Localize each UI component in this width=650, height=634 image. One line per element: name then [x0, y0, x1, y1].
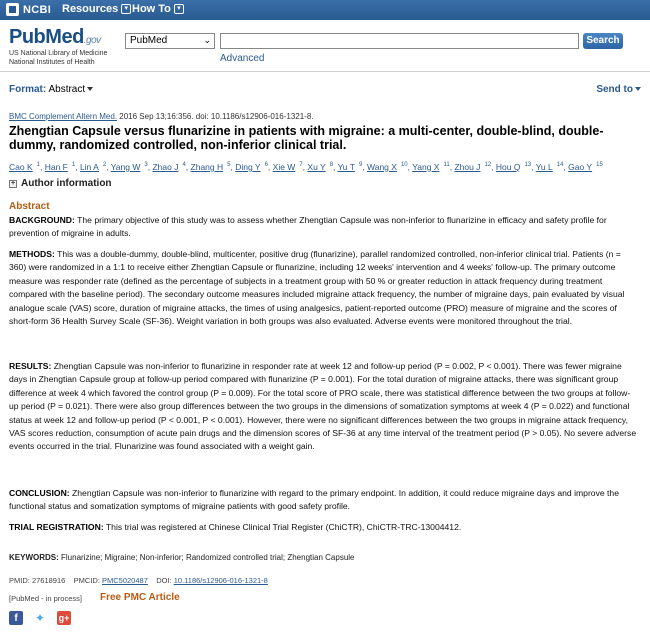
author-affiliation-number: 12 — [484, 162, 492, 168]
chevron-down-icon: ▾ — [174, 4, 184, 14]
author-entry: Zhao J $^4$, — [152, 161, 191, 172]
pubmed-logo[interactable] — [9, 26, 107, 67]
author-link[interactable]: Zhao J — [152, 161, 179, 172]
pmid-label: PMID: — [9, 576, 30, 585]
author-entry: Xu Y $^8$, — [307, 161, 338, 172]
ncbi-top-bar — [0, 0, 650, 20]
conclusion-label: CONCLUSION: — [9, 488, 70, 498]
expand-plus-icon: + — [10, 179, 16, 187]
author-entry: Wang X $^{10}$, — [367, 161, 413, 172]
advanced-search-link[interactable]: Advanced — [220, 53, 265, 64]
author-link[interactable]: Wang X — [367, 161, 397, 172]
author-entry: Hou Q $^{13}$, — [495, 161, 536, 172]
results-text: Zhengtian Capsule was non-inferior to flunarizine in responder rate at week 12 and follow-up period (P = 0.002, P < 0.001). There was fewer migraine days in Zhengtian Capsule group at follow-up period compared with flunarizine (P = 0.001). For the total duration of migraine attacks, there was significant group difference at week 4 which favored the control group (P = 0.009). For the total score of PRO scale, there was statistical difference between the two groups at follow-up period (P = 0.021). There were also group differences between the two groups in the dimensions of somatization symptoms at week 4 (P = 0.022) and functional status at week 12 and follow-up period (P < 0.001, P < 0.001). However, there were no significant differences between the two groups in migraine attack frequency, VAS scores reduction, consumption of acute pain drugs and the dimension scores of SF-36 at any time interval of the treatment period (P > 0.05). No severe adverse events occurred in the trial. Flunarizine was found associated with a weight gain. — [9, 361, 637, 452]
abstract-background — [9, 214, 639, 241]
abstract-heading: Abstract — [9, 201, 50, 212]
howto-menu[interactable] — [132, 3, 184, 15]
database-selected-value: PubMed — [130, 35, 168, 46]
author-entry — [568, 162, 603, 172]
author-information-label: Author information — [21, 178, 112, 189]
author-link[interactable]: Gao Y — [568, 161, 593, 172]
ncbi-logo-icon — [6, 3, 19, 16]
author-entry: Zhou J $^{12}$, — [454, 161, 496, 172]
citation-line — [9, 112, 314, 121]
author-entry: Yang W $^3$, — [110, 161, 153, 172]
methods-text: This was a double-dummy, double-blind, multicenter, positive drug (flunarizine), parallel randomized controlled, non-inferior clinical trial. Patients (n = 360) were randomized in a 1:1 to receive either Zhengtian Capsule or flunarizine, including 12 weeks' intervention and 4 weeks' follow-up. The primary outcome measure was responder rate (defined as the percentage of subjects in a treatment group with 50 % or greater reduction in attack frequency during treatment compared with the baseline period). The secondary outcome measures included migraine attack frequency, the number of migraine days, pain evaluated by visual analogue scale (VAS) score, duration of migraine attacks, the times of using analgesics, patient-reported outcome (PRO) measure of migraine and the scores of short-form 36 Health Survey Scale (SF-36). Weight variation in both groups was also evaluated. Adverse events were monitored throughout the trial. — [9, 249, 625, 327]
author-affiliation-number: 11 — [443, 162, 450, 168]
logo-gov: .gov — [83, 35, 101, 46]
citation-details: 2016 Sep 13;16:356. doi: 10.1186/s12906-016-1321-8. — [117, 112, 314, 121]
ncbi-logo[interactable] — [6, 3, 51, 16]
resources-menu[interactable] — [62, 3, 131, 15]
author-entry: Zhang H $^5$, — [190, 161, 236, 172]
journal-link[interactable]: BMC Complement Altern Med. — [9, 112, 118, 121]
nlm-line-1: US National Library of Medicine — [9, 50, 108, 57]
format-label: Format: — [9, 84, 47, 95]
author-affiliation-number: 3 — [144, 162, 148, 168]
author-affiliation-number: 2 — [102, 162, 107, 168]
author-link[interactable]: Xie W — [272, 161, 296, 172]
author-entry: Cao K $^1$, — [9, 161, 45, 172]
header-divider — [0, 71, 650, 72]
database-select[interactable] — [125, 33, 215, 49]
pmcid-link[interactable]: PMC5020487 — [102, 576, 148, 585]
nlm-line-2: National Institutes of Health — [9, 59, 95, 66]
results-label: RESULTS: — [9, 361, 52, 371]
author-link[interactable]: Ding Y — [235, 161, 261, 172]
send-to-dropdown[interactable] — [596, 84, 641, 95]
format-value: Abstract — [48, 84, 86, 95]
dropdown-arrow-icon — [635, 87, 641, 91]
google-plus-icon[interactable]: g+ — [58, 613, 70, 623]
search-input[interactable] — [220, 33, 579, 49]
keywords-label: KEYWORDS: — [9, 553, 59, 562]
methods-label: METHODS: — [9, 249, 55, 259]
pmcid-label: PMCID: — [73, 576, 100, 585]
ncbi-logo-text: NCBI — [23, 3, 52, 16]
doi-link[interactable]: 10.1186/s12906-016-1321-8 — [173, 576, 268, 585]
author-entry: Yu T $^9$, — [337, 161, 368, 172]
keywords-text: Flunarizine; Migraine; Non-inferior; Randomized controlled trial; Zhengtian Capsule — [61, 553, 355, 562]
article-title: Zhengtian Capsule versus flunarizine in patients with migraine: a multi-center, double-blind, double-dummy, randomized controlled, non-inferior clinical trial. — [9, 124, 604, 152]
pmid-value: 27618916 — [31, 576, 66, 585]
author-entry: Xie W $^7$, — [272, 161, 308, 172]
author-affiliation-number: 6 — [264, 162, 268, 168]
share-icons — [9, 611, 71, 625]
chevron-down-icon: ▾ — [121, 4, 131, 14]
author-affiliation-number: 5 — [227, 162, 231, 168]
howto-label: How To — [132, 3, 171, 15]
conclusion-text: Zhengtian Capsule was non-inferior to flunarizine with regard to the primary endpoint. In addition, it could reduce migraine days and improve the functional status and somatization symptoms of migraine patients with good safety profile. — [9, 488, 619, 512]
send-to-label: Send to — [596, 84, 633, 95]
author-affiliation-number: 10 — [400, 162, 408, 168]
search-button[interactable]: Search — [583, 33, 623, 49]
author-entry: Yu L $^{14}$, — [535, 161, 569, 172]
author-affiliation-number: 9 — [358, 162, 363, 168]
logo-med: Med — [45, 26, 84, 48]
author-link[interactable]: Yang W — [110, 161, 141, 172]
author-link[interactable]: Cao K — [9, 161, 33, 172]
dropdown-arrow-icon — [87, 87, 93, 91]
chevron-down-icon: ⌄ — [203, 35, 211, 45]
author-link[interactable]: Hou Q — [495, 161, 521, 172]
author-entry: Han F $^1$, — [44, 161, 80, 172]
author-list — [9, 160, 639, 173]
format-dropdown[interactable] — [9, 84, 93, 95]
author-affiliation-number: 1 — [36, 162, 40, 168]
author-link[interactable]: Zhang H — [190, 161, 224, 172]
facebook-icon[interactable]: f — [9, 611, 23, 625]
author-affiliation-number: 8 — [329, 162, 334, 168]
logo-pub: Pub — [9, 26, 46, 48]
author-link[interactable]: Zhou J — [454, 161, 481, 172]
author-link[interactable]: Xu Y — [307, 161, 326, 172]
twitter-icon[interactable]: ✦ — [34, 611, 46, 625]
abstract-methods — [9, 248, 639, 328]
free-pmc-article-link[interactable]: Free PMC Article — [100, 592, 180, 603]
pubmed-status: [PubMed - in process] — [9, 594, 82, 603]
author-affiliation-number: 7 — [299, 162, 303, 168]
author-link[interactable]: Yu L — [535, 161, 553, 172]
search-header — [0, 20, 650, 68]
author-affiliation-number: 4 — [182, 162, 186, 168]
author-information-toggle[interactable] — [9, 178, 112, 189]
author-affiliation-number: 13 — [524, 162, 532, 168]
abstract-results — [9, 360, 639, 454]
resources-label: Resources — [62, 3, 119, 15]
trial-label: TRIAL REGISTRATION: — [9, 522, 104, 532]
keywords — [9, 553, 355, 562]
abstract-conclusion — [9, 487, 639, 514]
author-entry: Lin A $^2$, — [79, 161, 111, 172]
abstract-trial-registration — [9, 521, 639, 534]
author-link[interactable]: Lin A — [79, 161, 99, 172]
trial-text: This trial was registered at Chinese Clinical Trial Register (ChiCTR), ChiCTR-TRC-13004412. — [105, 522, 462, 532]
author-affiliation-number: 14 — [556, 162, 564, 168]
background-text: The primary objective of this study was to assess whether Zhengtian Capsule was non-inferior to flunarizine in efficacy and safety profile for prevention of migraine in adults. — [9, 215, 607, 239]
author-link[interactable]: Han F — [44, 161, 68, 172]
author-affiliation-number: 15 — [596, 162, 603, 168]
author-link[interactable]: Yang X — [412, 161, 440, 172]
author-affiliation-number: 1 — [71, 162, 76, 168]
author-link[interactable]: Yu T — [337, 161, 355, 172]
author-entry: Ding Y $^6$, — [235, 161, 273, 172]
identifiers-line — [9, 576, 268, 585]
background-label: BACKGROUND: — [9, 215, 75, 225]
author-entry: Yang X $^{11}$, — [412, 161, 455, 172]
doi-label: DOI: — [156, 576, 172, 585]
